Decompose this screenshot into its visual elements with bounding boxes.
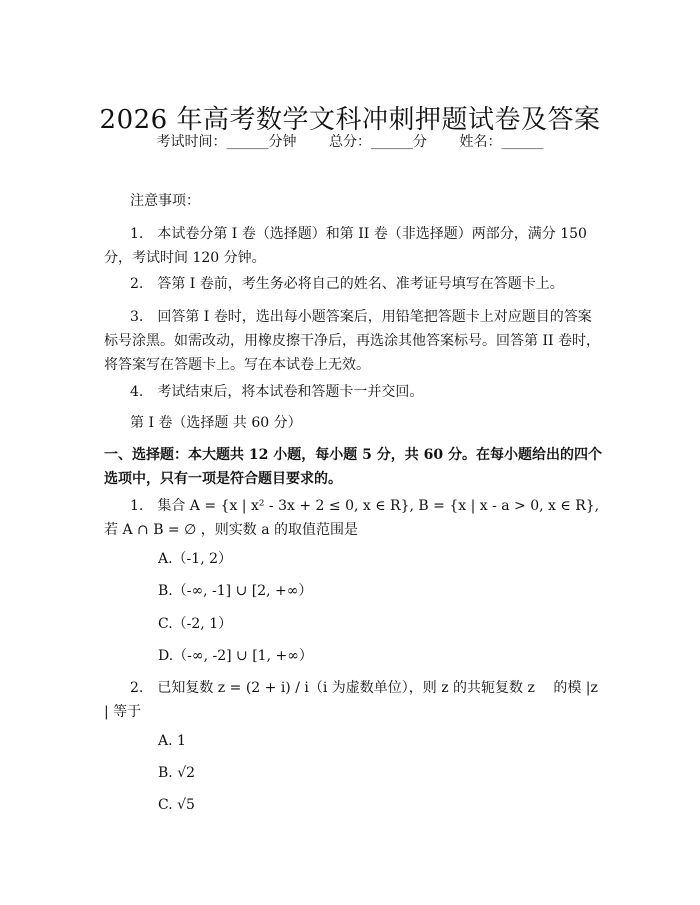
question-1-stem: 1. 集合 A = {x | x² - 3x + 2 ≤ 0, x ∈ R}, B = {x | x - a > 0, x ∈ R}, 若 A ∩ B = ∅ ，则实数 a 的取值范围是 xyxy=(104,498,600,538)
exam-meta xyxy=(0,131,700,151)
question-1-option-c: C.（-2, 1） xyxy=(158,616,233,632)
notice-heading: 注意事项： xyxy=(130,193,200,209)
exam-time-field: 考试时间：______分钟 xyxy=(156,134,297,150)
notice-item-3: 3. 回答第 I 卷时，选出每小题答案后，用铅笔把答题卡上对应题目的答案标号涂黑。如需改动，用橡皮擦干净后，再选涂其他答案标号。回答第 II 卷时，将答案写在答题卡上。写在本试卷上无效。 xyxy=(104,309,600,373)
notice-item-1: 1. 本试卷分第 I 卷（选择题）和第 II 卷（非选择题）两部分，满分 150 分，考试时间 120 分钟。 xyxy=(104,226,587,266)
total-score-field: 总分：______分 xyxy=(329,134,427,150)
notice-item-4: 4. 考试结束后，将本试卷和答题卡一并交回。 xyxy=(130,384,424,400)
notice-item-2: 2. 答第 I 卷前，考生务必将自己的姓名、准考证号填写在答题卡上。 xyxy=(130,276,564,292)
question-2-option-b: B. √2 xyxy=(158,765,196,781)
question-1-option-b: B.（-∞, -1] ∪ [2, +∞） xyxy=(158,583,313,599)
question-2-option-a: A. 1 xyxy=(158,733,186,749)
question-1-option-d: D.（-∞, -2] ∪ [1, +∞） xyxy=(158,648,313,664)
page-title: 2026 年高考数学文科冲刺押题试卷及答案 xyxy=(99,105,601,136)
section-heading: 一、选择题：本大题共 12 小题，每小题 5 分，共 60 分。在每小题给出的四个选项中，只有一项是符合题目要求的。 xyxy=(104,447,602,487)
part-title: 第 I 卷（选择题 共 60 分） xyxy=(130,415,302,431)
question-1-option-a: A.（-1, 2） xyxy=(158,551,233,567)
student-name-field: 姓名：______ xyxy=(459,134,544,150)
question-2-option-c: C. √5 xyxy=(158,797,195,813)
question-2-stem: 2. 已知复数 z = (2 + i) / i（i 为虚数单位），则 z 的共轭复数 z 的模 |z | 等于 xyxy=(104,680,617,720)
